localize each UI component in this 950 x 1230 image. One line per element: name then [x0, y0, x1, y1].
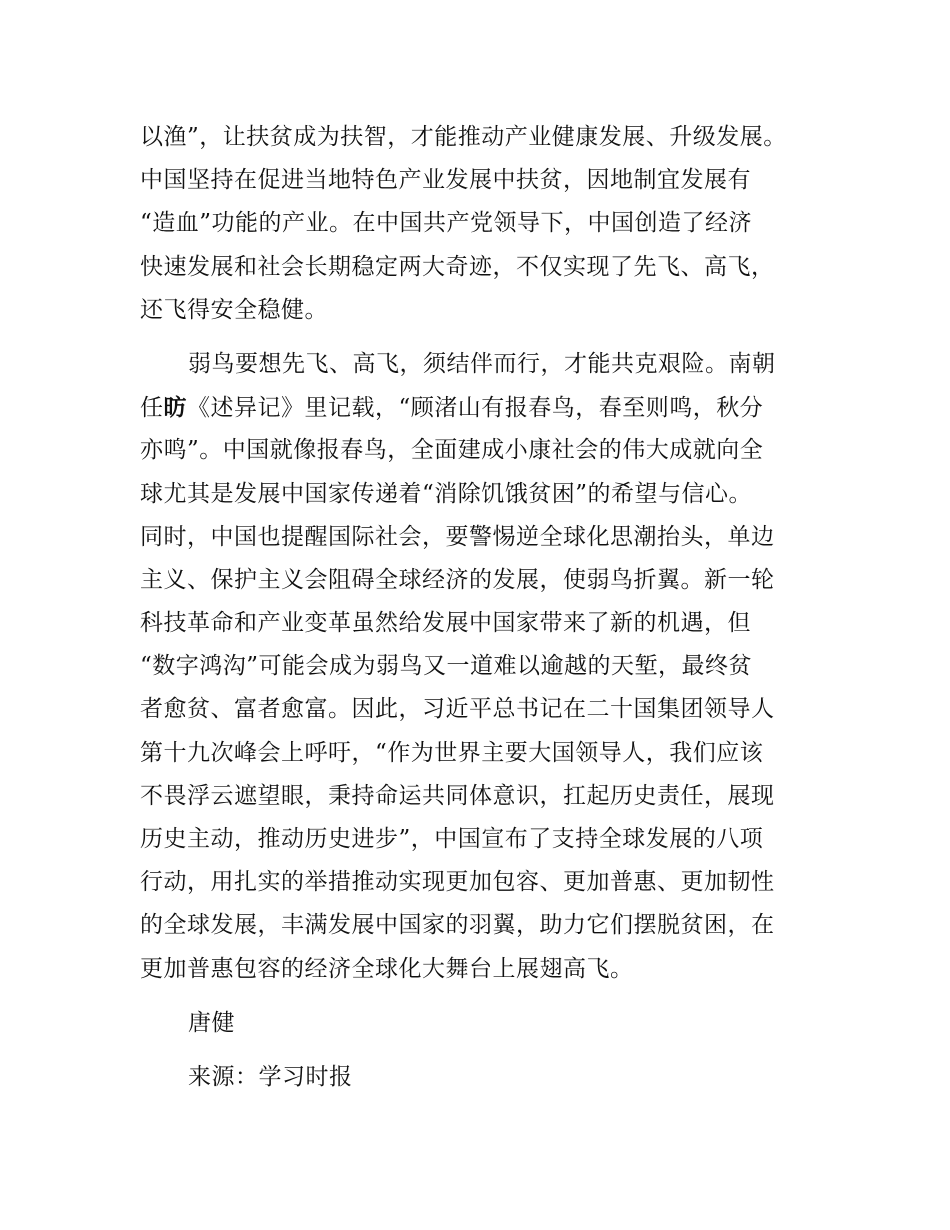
- paragraph-spacer: [140, 1045, 820, 1056]
- text-line: 同时，中国也提醒国际社会，要警惕逆全球化思潮抬头，单边: [140, 523, 775, 550]
- author-name: 唐健: [188, 1009, 235, 1036]
- text-line: 主义、保护主义会阻碍全球经济的发展，使弱鸟折翼。新一轮: [140, 566, 775, 593]
- text-line: 第十九次峰会上呼吁，“作为世界主要大国领导人，我们应该: [140, 739, 764, 766]
- text-line: 更加普惠包容的经济全球化大舞台上展翅高飞。: [140, 955, 634, 982]
- text-line: “数字鸿沟”可能会成为弱鸟又一道难以逾越的天堑，最终贫: [140, 653, 753, 680]
- text-line: “造血”功能的产业。在中国共产党领导下，中国创造了经济: [140, 210, 753, 237]
- source-line: 来源：学习时报: [188, 1063, 353, 1090]
- text-line: 的全球发展，丰满发展中国家的羽翼，助力它们摆脱贫困，在: [140, 912, 775, 939]
- text-line: 以渔”，让扶贫成为扶智，才能推动产业健康发展、升级发展。: [140, 124, 787, 150]
- text-line: 亦鸣”。中国就像报春鸟，全面建成小康社会的伟大成就向全: [140, 437, 764, 464]
- text-line: 者愈贫、富者愈富。因此，习近平总书记在二十国集团领导人: [140, 696, 775, 723]
- text-line: 弱鸟要想先飞、高飞，须结伴而行，才能共克艰险。南朝: [188, 350, 776, 377]
- bold-character: 昉: [163, 394, 187, 422]
- text-line: 历史主动，推动历史进步”，中国宣布了支持全球发展的八项: [140, 826, 764, 852]
- paragraph-spacer: [140, 991, 820, 1002]
- article-body: [140, 116, 820, 1099]
- text-line: 球尤其是发展中国家传递着“消除饥饿贫困”的希望与信心。: [140, 480, 753, 507]
- paragraph-2: [140, 343, 820, 991]
- text-fragment: 《述异记》里记载，“顾渚山有报春鸟，春至则鸣，秋分: [187, 395, 764, 422]
- paragraph-spacer: [140, 332, 820, 343]
- paragraph-1: [140, 116, 820, 332]
- text-line: [140, 386, 820, 429]
- text-fragment: 任: [140, 395, 164, 422]
- text-line: 科技革命和产业变革虽然给发展中国家带来了新的机遇，但: [140, 610, 751, 637]
- text-line: 不畏浮云遮望眼，秉持命运共同体意识，扛起历史责任，展现: [140, 782, 775, 809]
- text-line: 快速发展和社会长期稳定两大奇迹，不仅实现了先飞、高飞，: [140, 253, 775, 280]
- text-line: 行动，用扎实的举措推动实现更加包容、更加普惠、更加韧性: [140, 869, 775, 896]
- text-line: 中国坚持在促进当地特色产业发展中扶贫，因地制宜发展有: [140, 167, 751, 194]
- text-line: 还飞得安全稳健。: [140, 296, 328, 323]
